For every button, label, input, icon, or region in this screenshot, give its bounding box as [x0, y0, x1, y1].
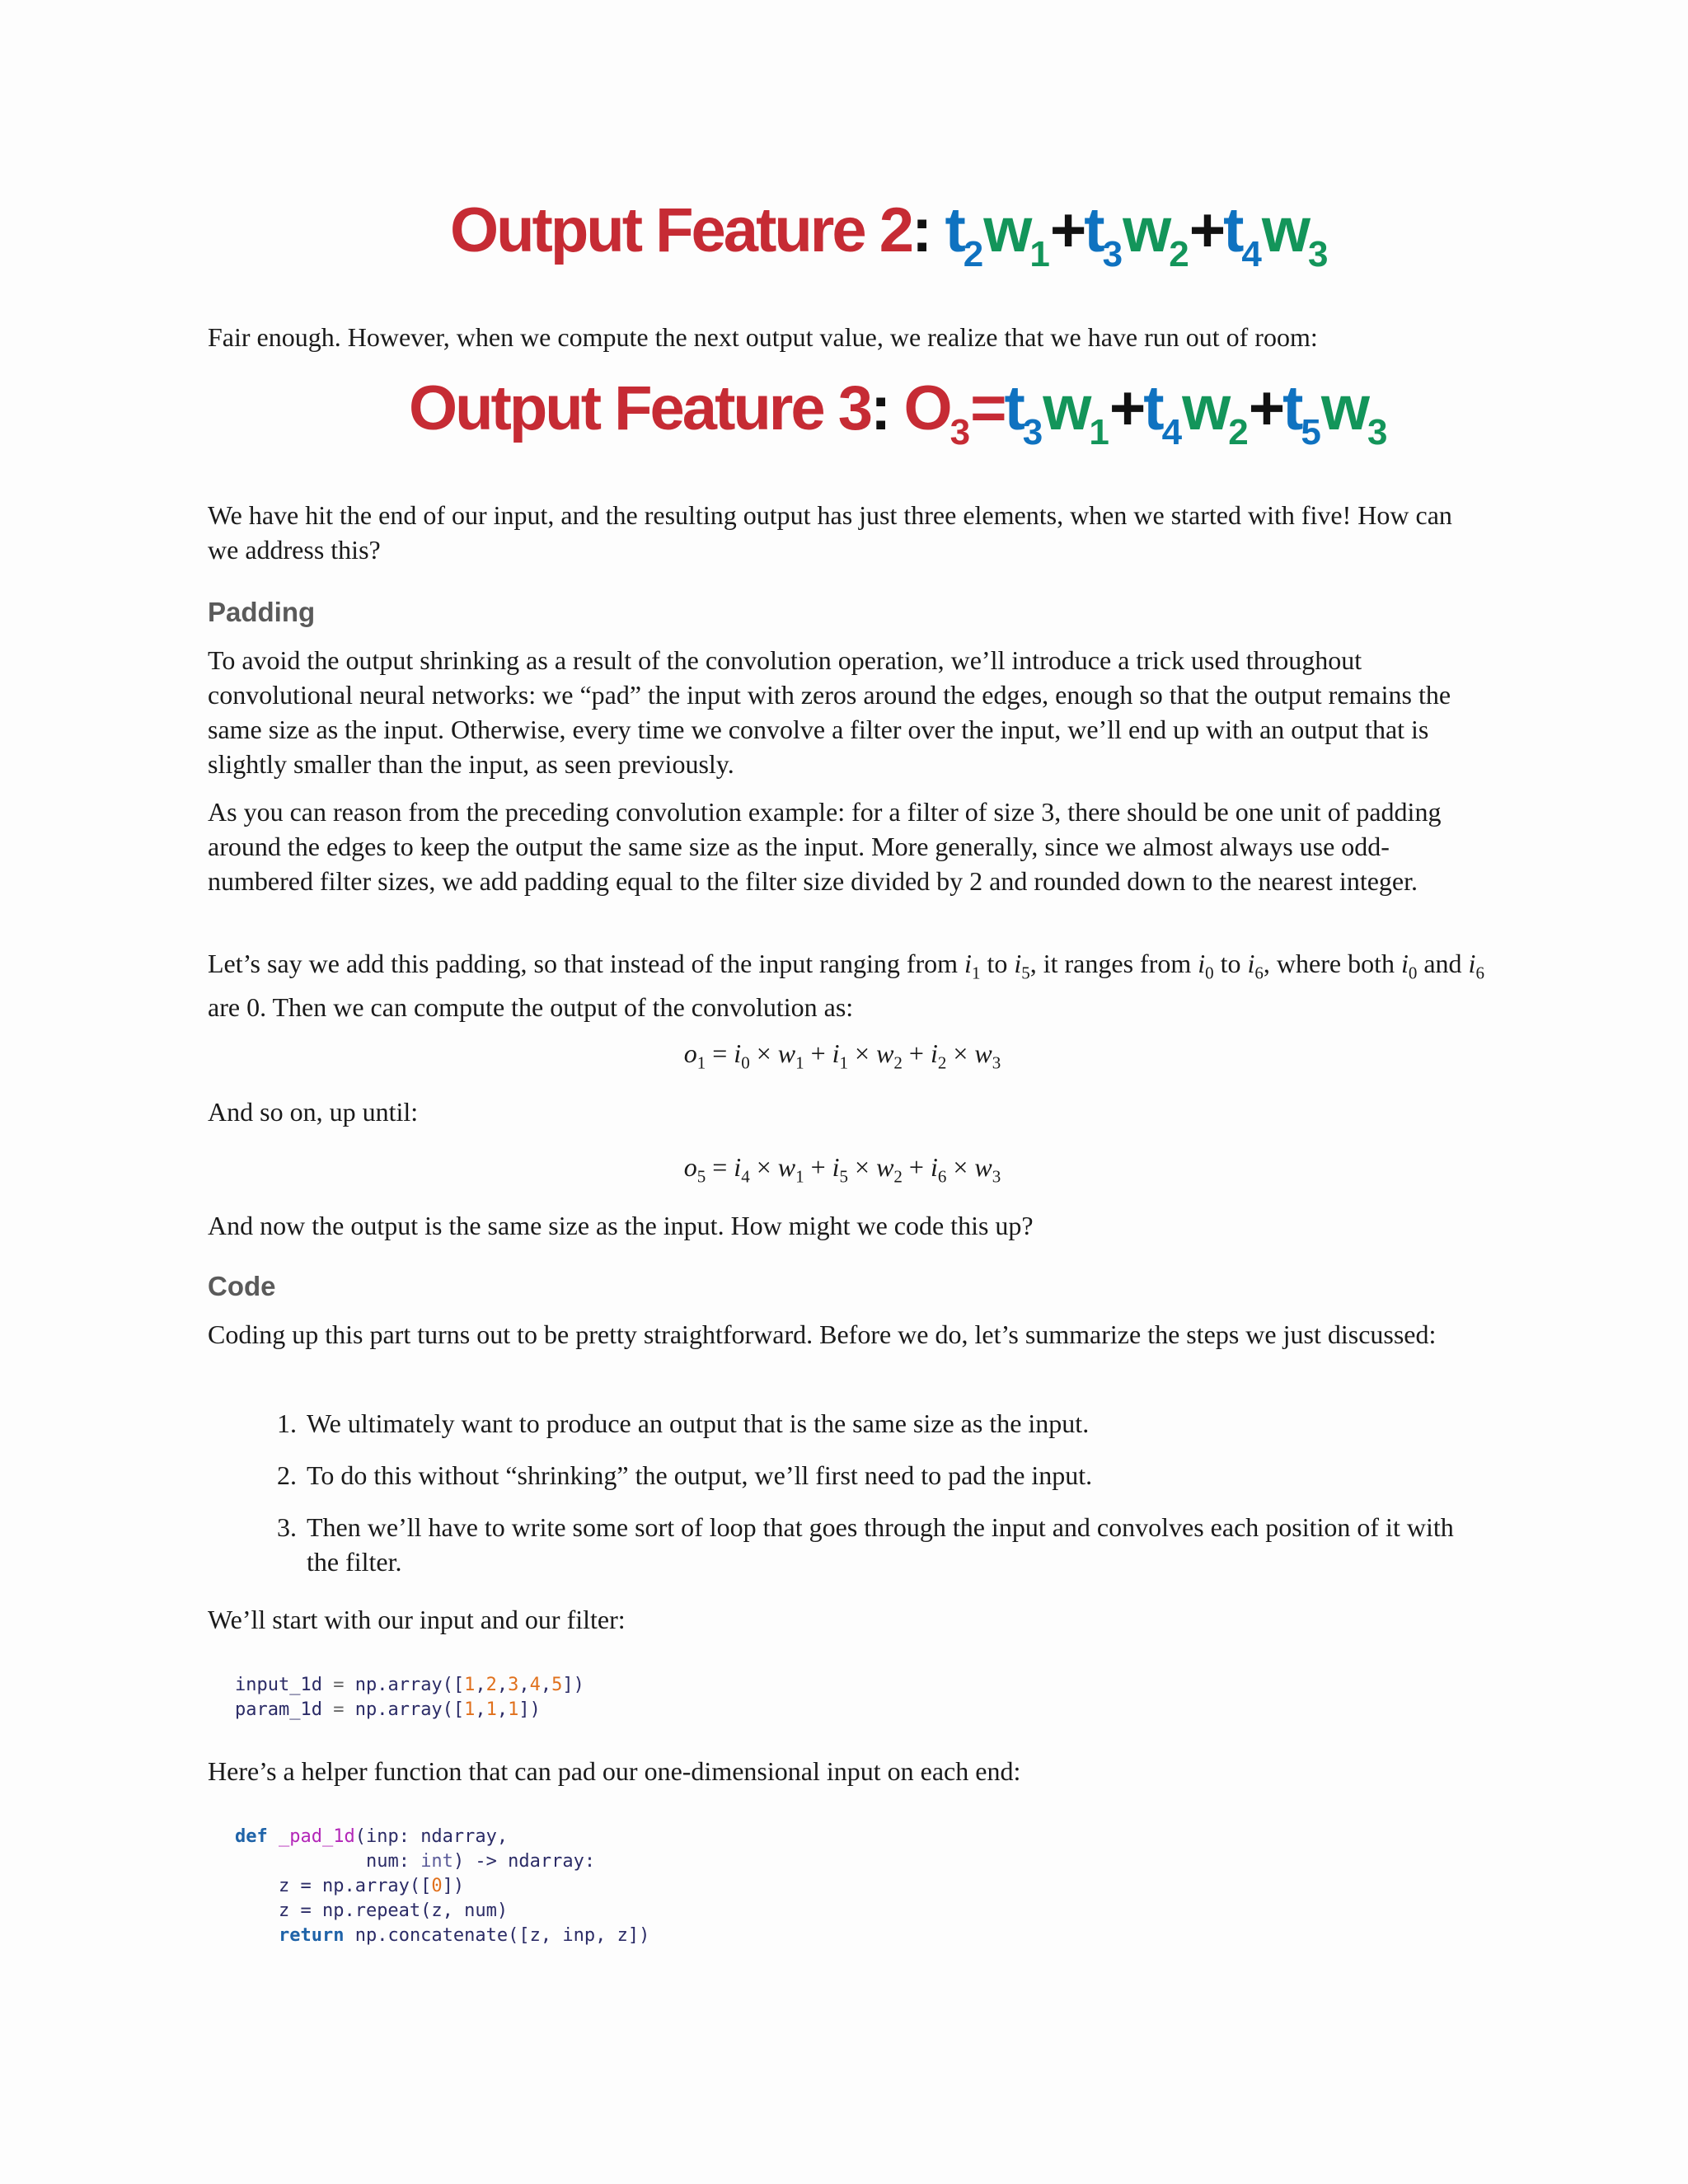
list-item: 3. Then we’ll have to write some sort of loop that goes through the input and convolves each position of it with the filter. — [303, 1510, 1485, 1579]
math-var: i — [1014, 949, 1022, 978]
term-t-sub: 3 — [1102, 234, 1123, 274]
plus-sign: + — [1049, 195, 1085, 265]
term-w: w — [983, 195, 1030, 265]
code-signature: (inp: ndarray, — [354, 1826, 509, 1847]
paragraph-padding-2: As you can reason from the preceding convolution example: for a filter of size 3, there should be one unit of padding around the edges to keep the output the same size as the input. More generally, since we almost always use odd-numbered filter sizes, we add padding equal to the filter size divided by 2 and rounded down to the nearest integer. — [208, 797, 1442, 896]
math-var: w — [876, 1038, 894, 1068]
code-block-pad-function — [235, 1825, 649, 1948]
code-number: 1 — [464, 1699, 476, 1720]
term-t: t — [1223, 195, 1242, 265]
term-t-sub: 4 — [1241, 234, 1262, 274]
paragraph-coding-up: Coding up this part turns out to be pretty straightforward. Before we do, let’s summarize the steps we just discussed: — [208, 1319, 1437, 1349]
code-op: = — [321, 1699, 355, 1720]
math-var: w — [777, 1152, 796, 1182]
math-sub: 2 — [893, 1166, 903, 1187]
banner-label: Output Feature 2 — [450, 195, 912, 265]
math-var: w — [777, 1038, 796, 1068]
banner-label: Output Feature 3 — [409, 373, 871, 443]
term-w-sub: 3 — [1367, 412, 1388, 452]
math-sub: 1 — [971, 963, 981, 983]
math-sub: 3 — [992, 1166, 1001, 1187]
math-var: i — [832, 1152, 840, 1182]
paragraph-fair-enough: Fair enough. However, when we compute the next output value, we realize that we have run out of room: — [208, 322, 1318, 352]
banner-colon: : — [912, 195, 931, 265]
code-line: z = np.array([ — [278, 1876, 432, 1896]
math-sub: 3 — [992, 1052, 1001, 1073]
code-keyword: def — [235, 1826, 268, 1847]
text-run: , it ranges from — [1029, 949, 1198, 978]
output-feature-2-banner — [450, 195, 1329, 274]
code-call-end: ]) — [562, 1675, 584, 1695]
term-t: t — [1282, 373, 1301, 443]
code-var: param_1d — [235, 1699, 322, 1720]
code-comma: , — [496, 1699, 509, 1720]
code-number: 5 — [551, 1675, 563, 1695]
math-sub: 4 — [741, 1166, 750, 1187]
term-w: w — [1261, 195, 1308, 265]
math-sub: 5 — [1021, 963, 1030, 983]
math-op: + — [810, 1152, 826, 1182]
code-signature: num: — [365, 1851, 421, 1872]
term-o-sub: 3 — [950, 412, 971, 452]
equals-sign: = — [970, 373, 1005, 443]
math-var: i — [734, 1038, 742, 1068]
math-op: × — [953, 1038, 968, 1068]
text-run: are 0. Then we can compute the output of the convolution as: — [208, 992, 854, 1023]
math-sub: 0 — [1408, 963, 1418, 983]
code-type: int — [420, 1851, 453, 1872]
term-w-sub: 1 — [1089, 412, 1109, 452]
math-sub: 5 — [696, 1166, 706, 1187]
paragraph-and-so-on: And so on, up until: — [208, 1097, 419, 1127]
math-var: w — [876, 1152, 894, 1182]
paragraph-end-of-input: We have hit the end of our input, and the resulting output has just three elements, when we started with five! How can we address this? — [208, 500, 1452, 565]
math-var: i — [1247, 949, 1255, 978]
math-var: i — [964, 949, 972, 978]
math-op: = — [712, 1038, 728, 1068]
paragraph-helper: Here’s a helper function that can pad our one-dimensional input on each end: — [208, 1756, 1021, 1786]
math-op: × — [756, 1152, 771, 1182]
plus-sign: + — [1189, 195, 1224, 265]
math-sub: 0 — [1205, 963, 1214, 983]
term-w: w — [1182, 373, 1229, 443]
paragraph-padding-3 — [208, 946, 1485, 1024]
term-t: t — [1004, 373, 1023, 443]
math-var: i — [832, 1038, 840, 1068]
math-sub: 2 — [893, 1052, 903, 1073]
code-op: = — [321, 1675, 355, 1695]
term-t-sub: 5 — [1301, 412, 1321, 452]
math-sub: 1 — [795, 1166, 804, 1187]
math-sub: 6 — [1254, 963, 1264, 983]
math-sub: 6 — [1475, 963, 1484, 983]
plus-sign: + — [1109, 373, 1144, 443]
math-var: i — [930, 1152, 938, 1182]
equation-o5 — [208, 1152, 1477, 1187]
code-number: 0 — [431, 1876, 443, 1896]
math-sub: 0 — [741, 1052, 750, 1073]
math-var: w — [974, 1152, 992, 1182]
math-op: = — [712, 1152, 728, 1182]
heading-padding: Padding — [208, 597, 316, 627]
math-op: × — [855, 1038, 870, 1068]
math-var: o — [683, 1152, 697, 1182]
equation-o1 — [208, 1038, 1477, 1073]
text-run: to — [980, 949, 1015, 978]
code-number: 2 — [485, 1675, 497, 1695]
code-function-name: _pad_1d — [279, 1826, 355, 1847]
term-t: t — [1084, 195, 1103, 265]
term-t-sub: 4 — [1161, 412, 1183, 452]
term-w-sub: 2 — [1169, 234, 1189, 274]
term-t: t — [1143, 373, 1162, 443]
math-op: × — [855, 1152, 870, 1182]
code-keyword: return — [278, 1925, 345, 1946]
heading-code: Code — [208, 1271, 276, 1301]
math-op: + — [908, 1038, 924, 1068]
paragraph-start-input: We’ll start with our input and our filter: — [208, 1605, 626, 1634]
code-block-input — [235, 1673, 584, 1722]
math-var: i — [734, 1152, 742, 1182]
math-sub: 2 — [937, 1052, 947, 1073]
math-var: i — [1400, 949, 1409, 978]
code-comma: , — [518, 1675, 530, 1695]
math-var: o — [683, 1038, 697, 1068]
code-line: ]) — [442, 1876, 465, 1896]
math-op: × — [756, 1038, 771, 1068]
code-number: 3 — [508, 1675, 519, 1695]
term-w-sub: 1 — [1029, 234, 1050, 274]
math-op: × — [953, 1152, 968, 1182]
plus-sign: + — [1248, 373, 1283, 443]
math-var: i — [930, 1038, 938, 1068]
term-t-sub: 2 — [963, 234, 984, 274]
paragraph-same-size: And now the output is the same size as the input. How might we code this up? — [208, 1211, 1034, 1240]
output-feature-3-banner — [409, 373, 1388, 452]
math-var: w — [974, 1038, 992, 1068]
code-comma: , — [475, 1675, 486, 1695]
code-signature: ) -> ndarray: — [452, 1851, 596, 1872]
code-comma: , — [540, 1675, 552, 1695]
term-w: w — [1320, 373, 1367, 443]
code-call: np.array([ — [354, 1699, 465, 1720]
term-t: t — [945, 195, 964, 265]
term-t-sub: 3 — [1022, 412, 1043, 452]
list-item: 2. To do this without “shrinking” the output, we’ll first need to pad the input. — [303, 1458, 1485, 1493]
banner-colon: : — [870, 373, 889, 443]
code-line: np.concatenate([z, inp, z]) — [344, 1925, 650, 1946]
term-w: w — [1123, 195, 1170, 265]
term-w: w — [1043, 373, 1090, 443]
term-w-sub: 2 — [1228, 412, 1249, 452]
term-o: O — [903, 373, 950, 443]
text-run: , where both — [1263, 949, 1401, 978]
list-item: 1. We ultimately want to produce an output that is the same size as the input. — [303, 1406, 1485, 1441]
code-var: input_1d — [235, 1675, 322, 1695]
code-number: 1 — [464, 1675, 476, 1695]
text-run: to — [1213, 949, 1248, 978]
term-w-sub: 3 — [1308, 234, 1329, 274]
code-call: np.array([ — [354, 1675, 465, 1695]
math-var: i — [1468, 949, 1476, 978]
code-number: 4 — [529, 1675, 541, 1695]
code-comma: , — [496, 1675, 509, 1695]
math-sub: 5 — [839, 1166, 849, 1187]
text-run: Let’s say we add this padding, so that instead of the input ranging from — [208, 949, 965, 978]
code-call-end: ]) — [518, 1699, 541, 1720]
math-op: + — [908, 1152, 924, 1182]
code-number: 1 — [485, 1699, 497, 1720]
steps-list — [208, 1406, 1485, 1596]
math-op: + — [810, 1038, 826, 1068]
code-comma: , — [475, 1699, 486, 1720]
math-sub: 6 — [937, 1166, 947, 1187]
code-line: z = np.repeat(z, num) — [278, 1900, 509, 1921]
paragraph-padding-1: To avoid the output shrinking as a result of the convolution operation, we’ll introduce a trick used throughout convolutional neural networks: we “pad” the input with zeros around the edges, enough so that the output remains the same size as the input. Otherwise, every time we convolve a filter over the input, we’ll end up with an output that is slightly smaller than the input, as seen previously. — [208, 645, 1451, 779]
math-sub: 1 — [696, 1052, 706, 1073]
code-number: 1 — [508, 1699, 519, 1720]
math-var: i — [1198, 949, 1206, 978]
text-run: and — [1417, 949, 1469, 978]
math-sub: 1 — [795, 1052, 804, 1073]
math-sub: 1 — [839, 1052, 849, 1073]
